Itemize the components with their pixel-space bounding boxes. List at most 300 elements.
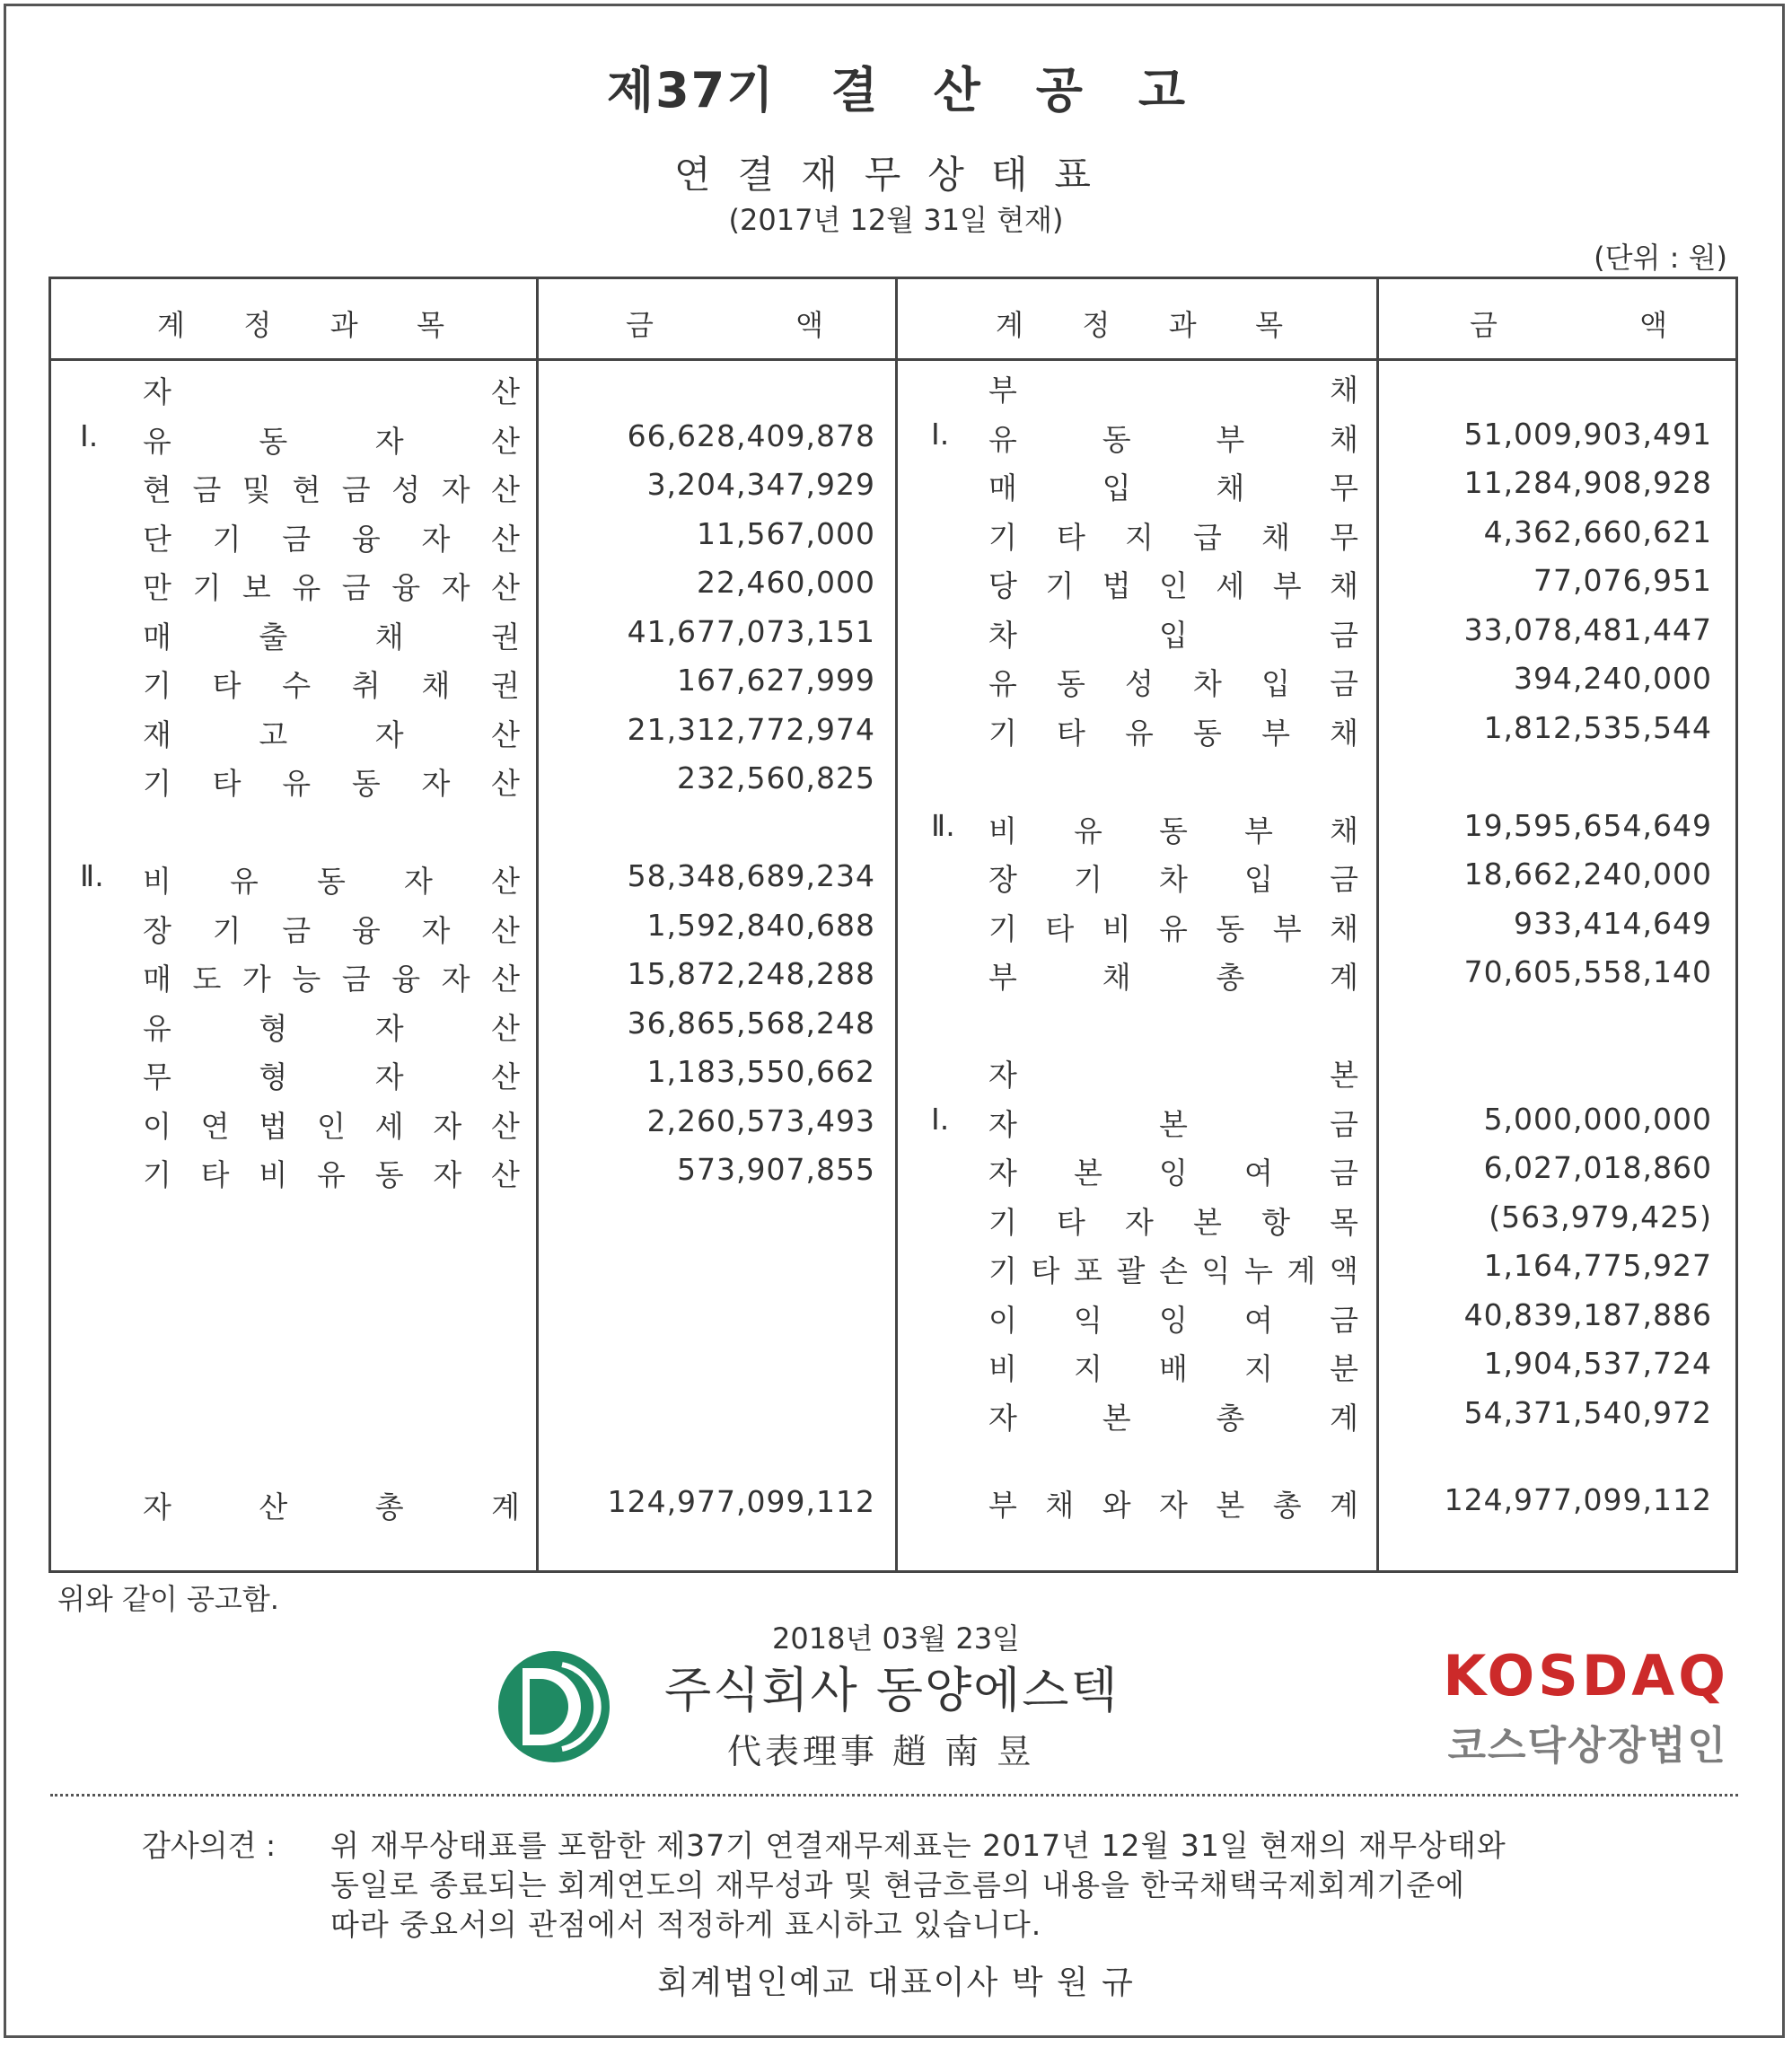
label-char: 유 xyxy=(988,421,1017,457)
label-char: 총 xyxy=(1216,960,1245,995)
label-char: 산 xyxy=(491,570,520,605)
section-number: Ⅰ. xyxy=(931,1101,950,1137)
label-char: 자 xyxy=(143,1489,171,1524)
label-char: 금 xyxy=(1330,862,1358,897)
label-char: 연 xyxy=(200,1108,230,1144)
label-char: 부 xyxy=(988,373,1017,408)
label-char: 자 xyxy=(374,1010,404,1046)
account-label xyxy=(988,1248,1358,1290)
label-char: 총 xyxy=(1272,1488,1302,1523)
label-char: 계 xyxy=(157,308,185,342)
label-char: 유 xyxy=(317,1157,346,1192)
label-char: 권 xyxy=(491,619,520,655)
title-char: 고 xyxy=(1138,62,1186,119)
label-char: 계 xyxy=(996,308,1023,342)
label-char: 산 xyxy=(491,472,520,507)
label-char: 형 xyxy=(259,1010,288,1046)
label-char: 형 xyxy=(259,1059,288,1094)
label-char: 와 xyxy=(1102,1488,1131,1523)
label-char: 유 xyxy=(143,1010,171,1046)
audit-opinion-line: 따라 중요서의 관점에서 적정하게 표시하고 있습니다. xyxy=(330,1907,1042,1942)
label-char: 기 xyxy=(192,570,222,605)
label-char: 자 xyxy=(421,912,451,948)
label-char: 부 xyxy=(1272,568,1302,603)
label-char: 산 xyxy=(491,716,520,752)
label-char: 융 xyxy=(391,962,421,997)
label-char: 비 xyxy=(259,1157,288,1192)
section-number: Ⅱ. xyxy=(931,807,955,843)
amount-value: 21,312,772,974 xyxy=(627,711,875,747)
label-char: 과 xyxy=(1168,308,1197,342)
label-char: 유 xyxy=(1159,910,1188,946)
label-char: 산 xyxy=(491,766,520,801)
label-char: 및 xyxy=(242,472,271,507)
label-char: 장 xyxy=(988,862,1017,897)
label-char: 가 xyxy=(242,962,271,997)
section-number: Ⅰ. xyxy=(80,417,99,453)
label-char: 채 xyxy=(1045,1488,1075,1523)
label-char: 차 xyxy=(988,617,1017,653)
label-char: 목 xyxy=(1255,308,1283,342)
table-row xyxy=(51,710,1741,755)
label-char: 금 xyxy=(1330,1302,1358,1338)
label-char: 동 xyxy=(1193,715,1222,751)
amount-value: 4,362,660,621 xyxy=(1483,514,1712,549)
label-char: 익 xyxy=(1074,1302,1102,1338)
label-char: 비 xyxy=(143,864,171,899)
label-char: 능 xyxy=(292,962,321,997)
label-char: 익 xyxy=(1201,1253,1231,1288)
label-char: 잉 xyxy=(1159,1155,1188,1190)
label-char: 자 xyxy=(421,766,451,801)
table-row xyxy=(51,1052,1741,1097)
label-char: 산 xyxy=(259,1489,288,1524)
amount-value: 1,592,840,688 xyxy=(646,907,875,943)
label-char: 타 xyxy=(212,668,242,703)
label-char: 과 xyxy=(329,308,358,342)
label-char: 산 xyxy=(491,1157,520,1192)
amount-value: 58,348,689,234 xyxy=(627,858,875,893)
account-label xyxy=(988,612,1358,655)
amount-value: 1,812,535,544 xyxy=(1483,709,1712,745)
label-char: 유 xyxy=(230,864,259,899)
amount-value: 11,567,000 xyxy=(697,515,875,551)
label-char: 계 xyxy=(1330,1488,1358,1523)
label-char: 자 xyxy=(143,374,171,409)
account-label xyxy=(988,1199,1358,1242)
account-label xyxy=(988,514,1358,557)
amount-value: 33,078,481,447 xyxy=(1463,611,1712,647)
label-char: 본 xyxy=(1193,1204,1222,1240)
label-char: 산 xyxy=(491,1108,520,1144)
account-label xyxy=(988,710,1358,752)
amount-value: 232,560,825 xyxy=(677,760,875,795)
label-char: 부 xyxy=(1216,421,1245,457)
label-char: 이 xyxy=(988,1302,1017,1338)
amount-value: 18,662,240,000 xyxy=(1463,857,1712,892)
amount-value: 40,839,187,886 xyxy=(1463,1296,1712,1332)
label-char: 타 xyxy=(1031,1253,1060,1288)
label-char: 유 xyxy=(282,766,312,801)
label-char: 정 xyxy=(1082,308,1111,342)
amount-value: 1,183,550,662 xyxy=(646,1054,875,1089)
label-char: 계 xyxy=(1330,1400,1358,1436)
amount-value: 5,000,000,000 xyxy=(1483,1101,1712,1137)
account-label xyxy=(988,1052,1358,1094)
label-char: 부 xyxy=(988,1488,1017,1523)
label-char: 분 xyxy=(1330,1351,1358,1386)
label-char: 기 xyxy=(988,910,1017,946)
label-char: 유 xyxy=(143,423,171,459)
label-char: 여 xyxy=(1244,1302,1273,1338)
label-char: 자 xyxy=(374,423,404,459)
label-char: 총 xyxy=(1216,1400,1245,1436)
header-amount-right xyxy=(1470,303,1667,344)
auditor-signature: 회계법인예교 대표이사 박 원 규 xyxy=(657,1964,1135,2001)
table-row xyxy=(51,906,1741,951)
label-char: 동 xyxy=(1216,910,1245,946)
label-char: 채 xyxy=(1330,421,1358,457)
label-char: 액 xyxy=(1330,1253,1358,1288)
amount-value: 70,605,558,140 xyxy=(1463,954,1712,989)
account-label xyxy=(988,367,1358,409)
label-char: 산 xyxy=(491,912,520,948)
amount-value: 22,460,000 xyxy=(697,565,875,600)
label-char: 자 xyxy=(1159,1488,1188,1523)
dotted-divider xyxy=(50,1794,1738,1797)
label-char: 자 xyxy=(988,1058,1017,1093)
label-char: 이 xyxy=(143,1108,171,1144)
label-char: 융 xyxy=(391,570,421,605)
liabilities-equity-total-row xyxy=(51,1482,1741,1527)
account-label xyxy=(988,954,1358,997)
kosdaq-logo: KOSDAQ xyxy=(1443,1643,1729,1709)
label-char: 채 xyxy=(1330,813,1358,848)
label-char: 타 xyxy=(1057,715,1085,751)
label-char: 기 xyxy=(143,668,171,703)
amount-value: 11,284,908,928 xyxy=(1463,465,1712,500)
amount-value: 167,627,999 xyxy=(677,663,875,698)
amount-value: (563,979,425) xyxy=(1489,1199,1712,1234)
table-row xyxy=(51,954,1741,999)
label-char: 재 xyxy=(143,716,171,752)
table-row xyxy=(51,1297,1741,1342)
header-divider xyxy=(51,358,1735,361)
label-char: 입 xyxy=(1261,666,1290,701)
label-char: 계 xyxy=(1287,1253,1316,1288)
label-char: 지 xyxy=(1244,1351,1273,1386)
label-char: 금 xyxy=(341,570,371,605)
label-char: 기 xyxy=(1074,862,1102,897)
label-char: 계 xyxy=(1330,960,1358,995)
account-label xyxy=(988,1150,1358,1192)
title-period: 제37기 xyxy=(606,62,776,119)
label-char: 금 xyxy=(1330,666,1358,701)
title-char: 공 xyxy=(1035,62,1083,119)
section-number: Ⅱ. xyxy=(80,858,104,893)
label-char: 금 xyxy=(341,472,371,507)
table-row xyxy=(51,612,1741,657)
label-char: 자 xyxy=(988,1400,1017,1436)
title-char: 산 xyxy=(933,62,980,119)
label-char: 자 xyxy=(988,1106,1017,1142)
table-row xyxy=(51,759,1741,804)
label-char: 차 xyxy=(1193,666,1222,701)
label-char: 채 xyxy=(1102,960,1131,995)
label-char: 금 xyxy=(1330,1155,1358,1190)
label-char: 기 xyxy=(143,766,171,801)
label-char: 금 xyxy=(282,521,312,557)
amount-value: 77,076,951 xyxy=(1533,563,1712,598)
label-char: 채 xyxy=(374,619,404,655)
label-char: 부 xyxy=(988,960,1017,995)
label-char: 동 xyxy=(351,766,381,801)
account-label xyxy=(988,417,1358,459)
account-label xyxy=(988,661,1358,703)
publication-date: 2018년 03월 23일 xyxy=(772,1621,1020,1656)
label-char: 산 xyxy=(491,1010,520,1046)
table-row xyxy=(51,417,1741,461)
label-char: 인 xyxy=(317,1108,346,1144)
header-account-left xyxy=(157,303,444,344)
table-row xyxy=(51,1199,1741,1244)
label-char: 동 xyxy=(1057,666,1085,701)
label-char: 입 xyxy=(1102,470,1131,505)
label-char: 무 xyxy=(1330,470,1358,505)
label-char: 기 xyxy=(988,519,1017,555)
amount-value: 41,677,073,151 xyxy=(627,613,875,649)
notice-text: 위와 같이 공고함. xyxy=(57,1582,279,1616)
label-char: 기 xyxy=(988,1253,1017,1288)
statement-date: (2017년 12월 31일 현재) xyxy=(728,203,1064,237)
table-row xyxy=(51,808,1741,853)
label-char: 법 xyxy=(1102,568,1131,603)
label-char: 산 xyxy=(491,962,520,997)
amount-value: 51,009,903,491 xyxy=(1463,416,1712,452)
label-char: 부 xyxy=(1272,910,1302,946)
table-row xyxy=(51,1248,1741,1293)
unit-label: (단위 : 원) xyxy=(1594,241,1727,275)
amount-value: 66,628,409,878 xyxy=(627,417,875,453)
label-char: 수 xyxy=(282,668,312,703)
account-label xyxy=(988,906,1358,948)
label-char: 단 xyxy=(143,521,171,557)
label-char: 본 xyxy=(1102,1400,1131,1436)
label-char: 금 xyxy=(626,308,654,342)
label-char: 유 xyxy=(988,666,1017,701)
label-char: 자 xyxy=(404,864,433,899)
amount-value: 1,904,537,724 xyxy=(1483,1346,1712,1381)
label-char: 동 xyxy=(259,423,288,459)
account-label xyxy=(988,465,1358,507)
label-char: 기 xyxy=(988,715,1017,751)
label-char: 본 xyxy=(1330,1058,1358,1093)
label-char: 괄 xyxy=(1116,1253,1146,1288)
audit-opinion-line: 위 재무상태표를 포함한 제37기 연결재무제표는 2017년 12월 31일 현재의 재무상태와 xyxy=(330,1828,1507,1863)
label-char: 본 xyxy=(1074,1155,1102,1190)
audit-opinion-label: 감사의견 : xyxy=(142,1828,277,1863)
label-char: 입 xyxy=(1244,862,1273,897)
label-char: 무 xyxy=(1330,519,1358,555)
title-char: 결 xyxy=(830,62,878,119)
assets-total-amount: 124,977,099,112 xyxy=(607,1484,875,1519)
label-char: 장 xyxy=(143,912,171,948)
kosdaq-listed-label: 코스닥상장법인 xyxy=(1447,1723,1727,1769)
label-char: 금 xyxy=(341,962,371,997)
label-char: 항 xyxy=(1261,1204,1290,1240)
label-char: 출 xyxy=(259,619,288,655)
label-char: 금 xyxy=(1470,308,1498,342)
table-row xyxy=(51,1346,1741,1391)
account-label xyxy=(988,1297,1358,1340)
label-char: 금 xyxy=(1330,617,1358,653)
label-char: 타 xyxy=(212,766,242,801)
label-char: 여 xyxy=(1244,1155,1273,1190)
label-char: 자 xyxy=(1125,1204,1154,1240)
header-account-right xyxy=(996,303,1283,344)
label-char: 타 xyxy=(1057,519,1085,555)
label-char: 기 xyxy=(212,521,242,557)
label-char: 기 xyxy=(212,912,242,948)
label-char: 차 xyxy=(1159,862,1188,897)
label-char: 산 xyxy=(491,521,520,557)
label-char: 타 xyxy=(1045,910,1075,946)
label-char: 취 xyxy=(351,668,381,703)
statement-title: 연결재무상태표 xyxy=(673,153,1118,197)
label-char: 급 xyxy=(1193,519,1222,555)
label-char: 자 xyxy=(421,521,451,557)
amount-value: 2,260,573,493 xyxy=(646,1103,875,1138)
label-char: 동 xyxy=(374,1157,404,1192)
table-row xyxy=(51,465,1741,510)
table-row xyxy=(51,1150,1741,1195)
label-char: 부 xyxy=(1261,715,1290,751)
amount-value: 6,027,018,860 xyxy=(1483,1150,1712,1185)
amount-value: 573,907,855 xyxy=(677,1152,875,1187)
label-char: 자 xyxy=(441,570,470,605)
label-char: 융 xyxy=(351,521,381,557)
label-char: 포 xyxy=(1074,1253,1102,1288)
label-char: 비 xyxy=(988,1351,1017,1386)
amount-value: 15,872,248,288 xyxy=(627,956,875,991)
amount-value: 36,865,568,248 xyxy=(627,1005,875,1041)
label-char: 비 xyxy=(988,813,1017,848)
amount-value: 19,595,654,649 xyxy=(1463,807,1712,843)
label-char: 산 xyxy=(491,374,520,409)
liabilities-equity-total-label xyxy=(988,1482,1358,1524)
label-char: 현 xyxy=(292,472,321,507)
label-char: 금 xyxy=(282,912,312,948)
label-char: 자 xyxy=(433,1108,462,1144)
table-row xyxy=(51,367,1741,412)
label-char: 총 xyxy=(374,1489,404,1524)
label-char: 자 xyxy=(374,716,404,752)
label-char: 융 xyxy=(351,912,381,948)
amount-value: 394,240,000 xyxy=(1514,661,1712,696)
liabilities-equity-total-amount: 124,977,099,112 xyxy=(1444,1482,1712,1517)
amount-value: 54,371,540,972 xyxy=(1463,1394,1712,1430)
section-number: Ⅰ. xyxy=(931,416,950,452)
audit-opinion-line: 동일로 종료되는 회계연도의 재무성과 및 현금흐름의 내용을 한국채택국제회계기준에 xyxy=(330,1867,1466,1902)
label-char: 만 xyxy=(143,570,171,605)
label-char: 기 xyxy=(143,1157,171,1192)
label-char: 매 xyxy=(143,619,171,655)
label-char: 자 xyxy=(441,472,470,507)
label-char: 기 xyxy=(1045,568,1075,603)
label-char: 채 xyxy=(1216,470,1245,505)
label-char: 동 xyxy=(1159,813,1188,848)
label-char: 유 xyxy=(1074,813,1102,848)
label-char: 지 xyxy=(1125,519,1154,555)
label-char: 자 xyxy=(433,1157,462,1192)
amount-value: 1,164,775,927 xyxy=(1483,1248,1712,1283)
account-label xyxy=(988,857,1358,899)
label-char: 세 xyxy=(1216,568,1245,603)
label-char: 산 xyxy=(491,1059,520,1094)
label-char: 타 xyxy=(1057,1204,1085,1240)
label-char: 권 xyxy=(491,668,520,703)
label-char: 채 xyxy=(1330,373,1358,408)
label-char: 채 xyxy=(421,668,451,703)
amount-value: 3,204,347,929 xyxy=(646,467,875,502)
account-label xyxy=(988,808,1358,850)
label-char: 무 xyxy=(143,1059,171,1094)
table-row xyxy=(51,1102,1741,1146)
label-char: 성 xyxy=(391,472,421,507)
label-char: 배 xyxy=(1159,1351,1188,1386)
amount-value: 933,414,649 xyxy=(1514,905,1712,941)
table-row xyxy=(51,1395,1741,1440)
ceo-name: 代表理事 趙 南 昱 xyxy=(727,1732,1035,1771)
label-char: 현 xyxy=(143,472,171,507)
label-char: 정 xyxy=(243,308,272,342)
label-char: 채 xyxy=(1261,519,1290,555)
label-char: 본 xyxy=(1159,1106,1188,1142)
label-char: 매 xyxy=(988,470,1017,505)
label-char: 목 xyxy=(417,308,444,342)
label-char: 산 xyxy=(491,864,520,899)
label-char: 동 xyxy=(317,864,346,899)
label-char: 기 xyxy=(988,1204,1017,1240)
account-label xyxy=(988,1102,1358,1144)
label-char: 세 xyxy=(374,1108,404,1144)
balance-sheet-table xyxy=(48,277,1738,1573)
label-char: 금 xyxy=(192,472,222,507)
label-char: 도 xyxy=(192,962,222,997)
company-logo-icon xyxy=(496,1648,612,1765)
label-char: 산 xyxy=(491,423,520,459)
label-char: 동 xyxy=(1102,421,1131,457)
label-char: 보 xyxy=(242,570,271,605)
label-char: 타 xyxy=(200,1157,230,1192)
label-char: 자 xyxy=(441,962,470,997)
label-char: 채 xyxy=(1330,715,1358,751)
table-row xyxy=(51,857,1741,901)
label-char: 손 xyxy=(1159,1253,1188,1288)
label-char: 자 xyxy=(374,1059,404,1094)
label-char: 액 xyxy=(795,308,823,342)
table-row xyxy=(51,661,1741,706)
account-label xyxy=(988,1395,1358,1437)
label-char: 채 xyxy=(1330,910,1358,946)
label-char: 액 xyxy=(1639,308,1667,342)
label-char: 계 xyxy=(491,1489,520,1524)
company-name: 주식회사 동양에스텍 xyxy=(664,1662,1120,1718)
label-char: 고 xyxy=(259,716,288,752)
label-char: 유 xyxy=(1125,715,1154,751)
label-char: 지 xyxy=(1074,1351,1102,1386)
label-char: 입 xyxy=(1159,617,1188,653)
